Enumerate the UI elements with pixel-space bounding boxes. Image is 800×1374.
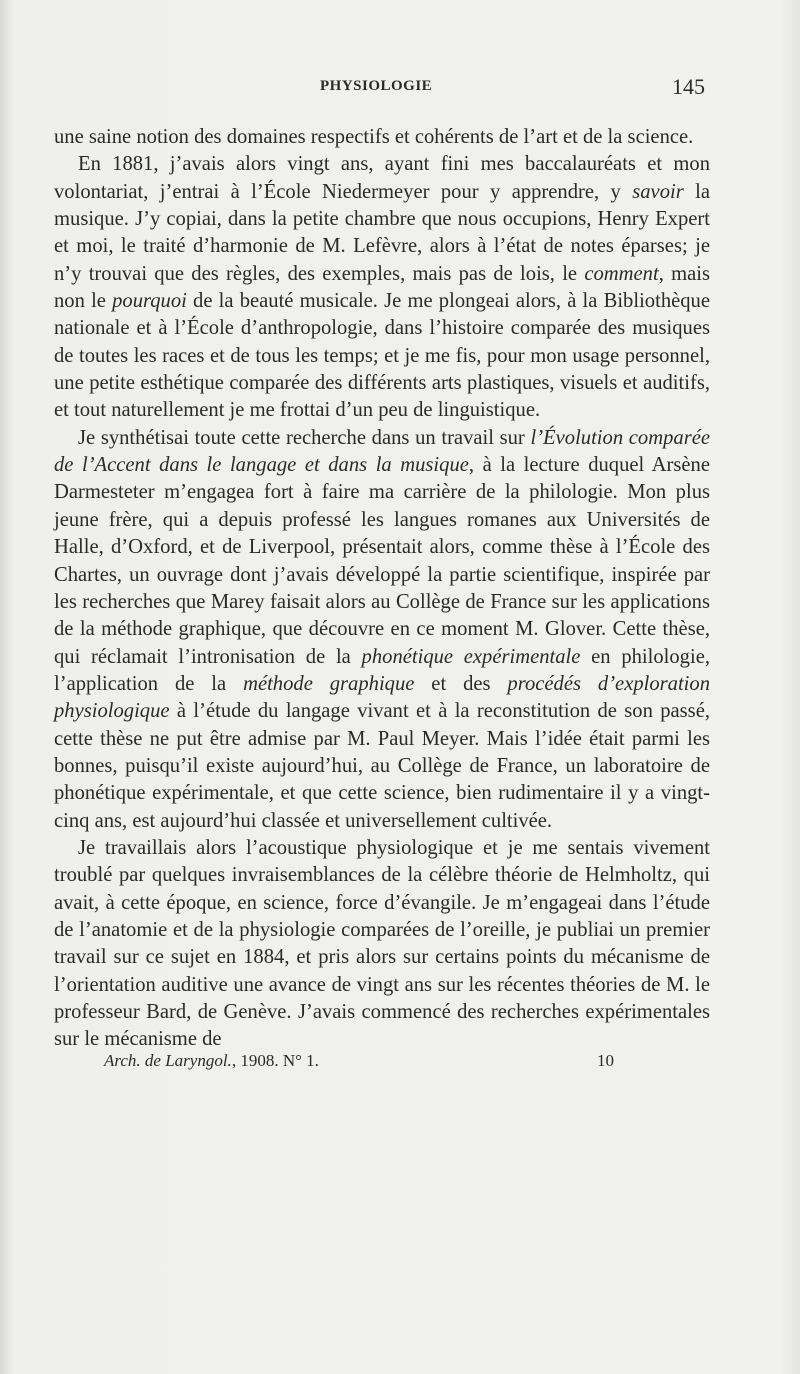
italic-text-run: pourquoi: [112, 290, 187, 313]
text-run: à l’étude du langage vivant et à la reconstitution de son passé, cette thèse ne put être admise par M. Paul Meyer. Mais l’idée était parmi les bonnes, puisqu’il existe aujourd’hui, au Collège de France, un laboratoire de phonétique expérimentale, et que cette science, bien rudimentaire il y a vingt-cinq ans, est aujourd’hui classée et universellement cultivée.: [54, 700, 710, 832]
footer-issue: , 1908. N° 1.: [231, 1051, 319, 1070]
italic-text-run: savoir: [632, 180, 684, 203]
text-run: , mais non le: [54, 262, 710, 313]
text-run: Je synthétisai toute cette recherche dans un travail sur: [78, 426, 531, 449]
text-run: Je travaillais alors l’acoustique physiologique et je me sentais vivement troublé par quelques invraisemblances de la célèbre théorie de Helmholtz, qui avait, à cette époque, en science, force d’évangile. Je m’engageai dans l’étude de l’anatomie et de la physiologie comparées de l’oreille, je publiai un premier travail sur ce sujet en 1884, et pris alors sur certains points du mécanisme de l’orientation auditive une avance de vingt ans sur les récentes théories de M. le professeur Bard, de Genève. J’avais commencé des recherches expérimentales sur le mécanisme de: [54, 836, 710, 1051]
paragraph: [54, 151, 710, 424]
paragraph: [54, 124, 710, 151]
text-run: , à la lecture duquel Arsène Darmesteter m’engagea fort à faire ma carrière de la philologie. Mon plus jeune frère, qui a depuis professé les langues romanes aux Universités de Halle, d’Oxford, et de Liverpool, présentait alors, comme thèse à l’École des Chartes, un ouvrage dont j’avais développé la partie scientifique, inspirée par les recherches que Marey faisait alors au Collège de France sur les applications de la méthode graphique, que découvre en ce moment M. Glover. Cette thèse, qui réclamait l’intronisation de la: [54, 454, 710, 668]
italic-text-run: procédés d’exploration physiologique: [54, 672, 710, 723]
body-text: [54, 124, 710, 1054]
page-number: 145: [672, 74, 705, 99]
text-run: la musique. J’y copiai, dans la petite chambre que nous occupions, Henry Expert et moi, le traité d’harmonie de M. Lefèvre, alors à l’état de notes éparses; je n’y trouvai que des règles, des exemples, mais pas de lois, le: [54, 180, 710, 285]
paragraph: [54, 425, 710, 835]
page-header: [0, 72, 800, 102]
text-run: et des: [414, 672, 508, 695]
text-run: En 1881, j’avais alors vingt ans, ayant fini mes baccalauréats et mon volontariat, j’entrai à l’École Niedermeyer pour y apprendre, y: [54, 153, 710, 203]
italic-text-run: comment: [584, 262, 659, 285]
text-run: en philologie, l’application de la: [54, 645, 710, 695]
text-run: une saine notion des domaines respectifs et cohérents de l’art et de la science.: [54, 126, 694, 148]
page-footer: [0, 1051, 800, 1075]
footer-journal-name: Arch. de Laryngol.: [104, 1051, 232, 1070]
italic-text-run: l’Évolution comparée de l’Accent dans le langage et dans la musique: [54, 426, 710, 477]
text-run: de la beauté musicale. Je me plongeai alors, à la Bibliothèque nationale et à l’École d’anthropologie, dans l’histoire comparée des musiques de toutes les races et de tous les temps; et je me fis, pour mon usage personnel, une petite esthétique comparée des différents arts plastiques, visuels et auditifs, et tout naturellement je me frottai d’un peu de linguistique.: [54, 290, 710, 422]
footer-sheet-number: 10: [597, 1051, 614, 1070]
italic-text-run: méthode graphique: [243, 672, 415, 695]
footer-journal-reference: [104, 1051, 319, 1071]
running-title: PHYSIOLOGIE: [320, 78, 433, 94]
italic-text-run: phonétique expérimentale: [361, 645, 581, 668]
paragraph: [54, 835, 710, 1054]
